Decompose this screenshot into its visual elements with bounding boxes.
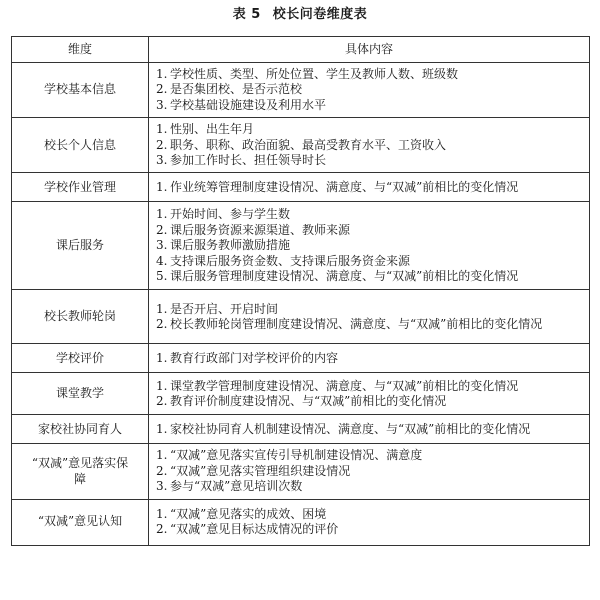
content-cell [149, 344, 590, 373]
item-text: “双减”意见落实管理组织建设情况 [170, 463, 351, 478]
content-item [156, 67, 579, 82]
item-number: 3. [156, 97, 168, 112]
table-row [12, 202, 590, 290]
item-number: 2. [156, 222, 168, 237]
item-text: “双减”意见目标达成情况的评价 [170, 522, 339, 537]
content-item [156, 351, 579, 366]
item-text: 参加工作时长、担任领导时长 [170, 153, 327, 168]
content-item [156, 82, 579, 97]
table-row [12, 290, 590, 344]
content-item [156, 379, 579, 394]
item-number: 3. [156, 153, 168, 168]
item-text: 课后服务资源来源渠道、教师来源 [170, 222, 351, 237]
item-text: 支持课后服务资金数、支持课后服务资金来源 [170, 253, 411, 268]
content-item [156, 180, 579, 195]
content-cell [149, 290, 590, 344]
item-text: 课后服务管理制度建设情况、满意度、与“双减”前相比的变化情况 [170, 269, 519, 284]
content-cell [149, 444, 590, 499]
content-cell [149, 373, 590, 415]
table-title: 校长问卷维度表 [272, 7, 368, 22]
content-item [156, 317, 579, 332]
table-number: 表 5 [232, 7, 261, 22]
content-cell [149, 415, 590, 444]
content-item [156, 507, 579, 522]
content-cell [149, 118, 590, 173]
item-number: 2. [156, 522, 168, 537]
content-item [156, 238, 579, 253]
item-text: “双减”意见落实的成效、困境 [170, 506, 327, 521]
header-content: 具体内容 [149, 37, 590, 63]
item-text: 课后服务教师激励措施 [170, 238, 291, 253]
content-item [156, 138, 579, 153]
table-row [12, 344, 590, 373]
item-number: 2. [156, 82, 168, 97]
item-text: 作业统筹管理制度建设情况、满意度、与“双减”前相比的变化情况 [170, 179, 519, 194]
dimension-cell: “双减”意见落实保障 [12, 444, 149, 499]
item-number: 5. [156, 269, 168, 284]
item-number: 1. [156, 350, 168, 365]
item-text: 开始时间、参与学生数 [170, 207, 291, 222]
content-cell [149, 63, 590, 118]
dimension-cell: 课后服务 [12, 202, 149, 290]
content-item [156, 394, 579, 409]
table-row [12, 373, 590, 415]
table-row [12, 173, 590, 202]
item-text: 课堂教学管理制度建设情况、满意度、与“双减”前相比的变化情况 [170, 378, 519, 393]
dimension-cell: 校长个人信息 [12, 118, 149, 173]
item-text: 校长教师轮岗管理制度建设情况、满意度、与“双减”前相比的变化情况 [170, 316, 543, 331]
content-item [156, 223, 579, 238]
dimension-cell: 课堂教学 [12, 373, 149, 415]
content-item [156, 448, 579, 463]
item-text: 参与“双减”意见培训次数 [170, 479, 303, 494]
item-text: 是否开启、开启时间 [170, 301, 279, 316]
table-body [12, 63, 590, 546]
item-text: 是否集团校、是否示范校 [170, 82, 303, 97]
content-cell [149, 173, 590, 202]
content-item [156, 464, 579, 479]
item-text: “双减”意见落实宣传引导机制建设情况、满意度 [170, 448, 423, 463]
content-item [156, 302, 579, 317]
header-dimension: 维度 [12, 37, 149, 63]
content-item [156, 254, 579, 269]
content-item [156, 153, 579, 168]
item-text: 学校性质、类型、所处位置、学生及教师人数、班级数 [170, 67, 459, 81]
dimension-cell: 学校作业管理 [12, 173, 149, 202]
table-row [12, 415, 590, 444]
table-caption [0, 6, 600, 24]
content-item [156, 207, 579, 222]
item-text: 家校社协同育人机制建设情况、满意度、与“双减”前相比的变化情况 [170, 421, 531, 436]
item-text: 教育评价制度建设情况、与“双减”前相比的变化情况 [170, 393, 447, 408]
dimension-cell: 校长教师轮岗 [12, 290, 149, 344]
dimension-cell: 学校基本信息 [12, 63, 149, 118]
item-number: 1. [156, 421, 168, 436]
table-row [12, 444, 590, 499]
item-number: 2. [156, 463, 168, 478]
item-number: 3. [156, 238, 168, 253]
dimension-cell: 家校社协同育人 [12, 415, 149, 444]
item-number: 1. [156, 122, 168, 137]
content-item [156, 269, 579, 284]
dimension-table [11, 36, 590, 546]
item-number: 1. [156, 448, 168, 463]
item-number: 4. [156, 253, 168, 268]
item-number: 1. [156, 179, 168, 194]
item-number: 1. [156, 67, 168, 81]
item-number: 2. [156, 316, 168, 331]
content-cell [149, 499, 590, 545]
item-text: 性别、出生年月 [170, 122, 255, 137]
content-item [156, 122, 579, 137]
item-number: 1. [156, 207, 168, 222]
item-text: 职务、职称、政治面貌、最高受教育水平、工资收入 [170, 137, 447, 152]
table-row [12, 499, 590, 545]
table-row [12, 63, 590, 118]
content-cell [149, 202, 590, 290]
item-text: 学校基础设施建设及利用水平 [170, 97, 327, 112]
dimension-cell: “双减”意见认知 [12, 499, 149, 545]
item-number: 2. [156, 137, 168, 152]
item-number: 3. [156, 479, 168, 494]
table-row [12, 118, 590, 173]
item-number: 1. [156, 301, 168, 316]
content-item [156, 479, 579, 494]
item-number: 2. [156, 393, 168, 408]
item-number: 1. [156, 378, 168, 393]
content-item [156, 98, 579, 113]
content-item [156, 522, 579, 537]
content-item [156, 422, 579, 437]
header-row [12, 37, 590, 63]
item-number: 1. [156, 506, 168, 521]
item-text: 教育行政部门对学校评价的内容 [170, 350, 339, 365]
dimension-cell: 学校评价 [12, 344, 149, 373]
